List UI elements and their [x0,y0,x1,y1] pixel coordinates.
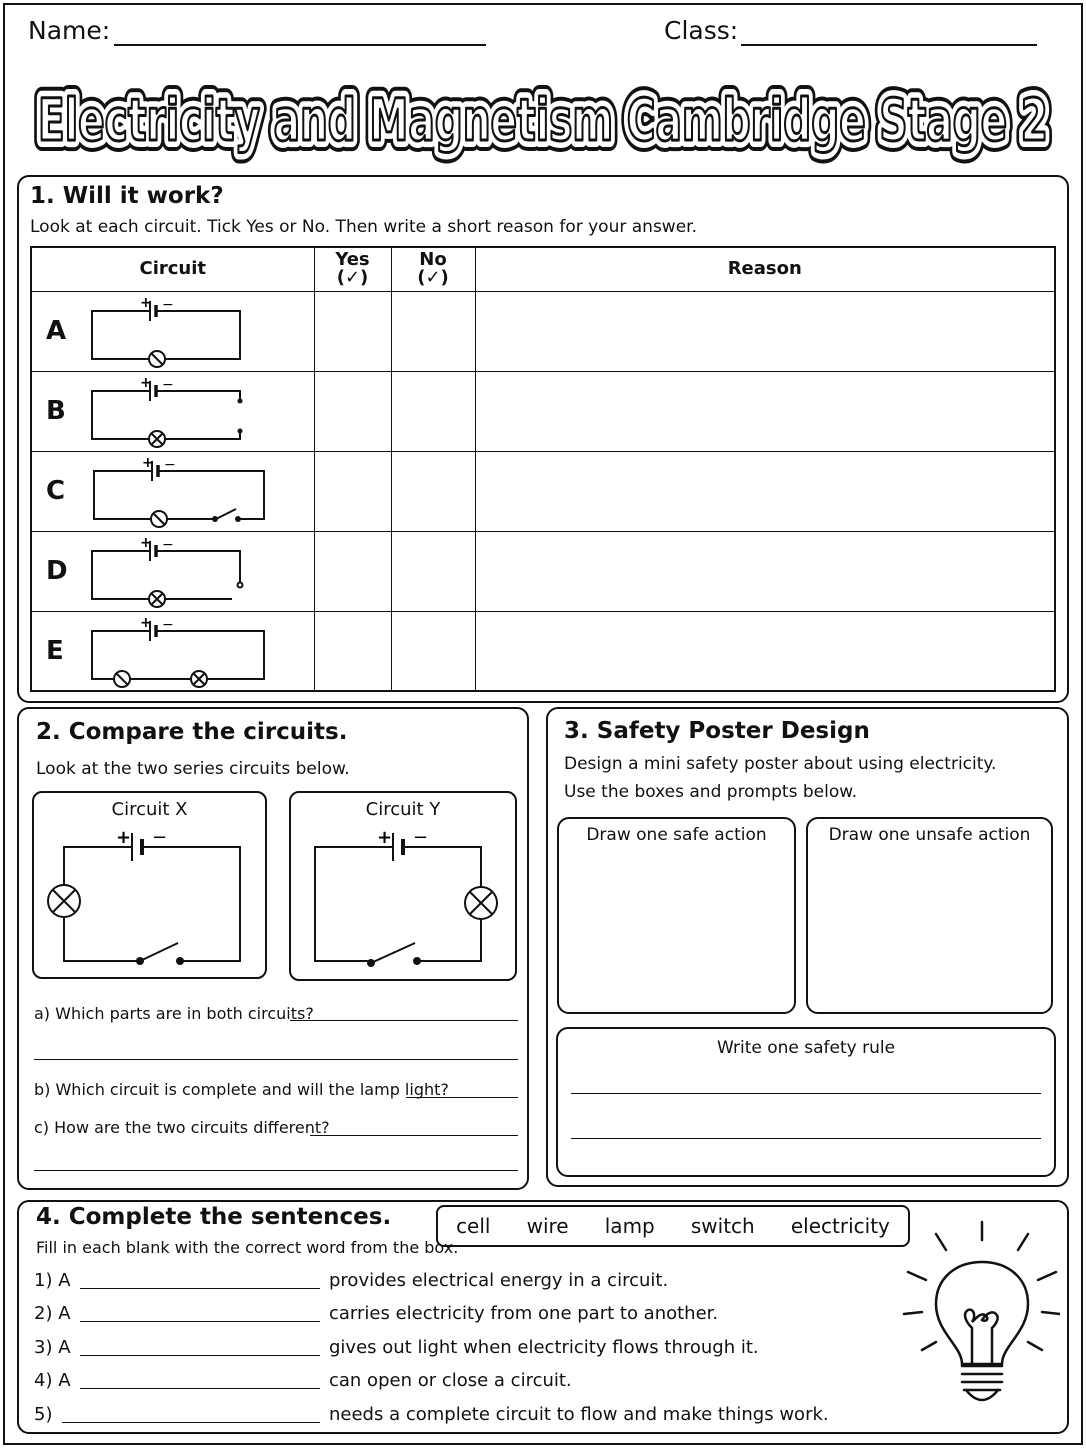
safety-rule-line-1[interactable] [571,1093,1041,1094]
plus-symbol: + [116,827,132,848]
section4-title: 4. Complete the sentences. [36,1204,392,1230]
no-cell-d[interactable] [391,531,475,611]
section1-instructions: Look at each circuit. Tick Yes or No. Then write a short reason for your answer. [30,217,697,237]
circuit-x-box [32,791,267,979]
switch-contact [136,957,144,965]
sentence-5-blank[interactable] [62,1422,320,1423]
section1-title: 1. Will it work? [30,183,224,209]
no-cell-c[interactable] [391,451,475,531]
plus-symbol: + [142,455,154,471]
safety-rule-box [556,1027,1056,1177]
row-label: B [46,396,66,426]
reason-cell-a[interactable] [475,291,1055,371]
minus-symbol: − [162,377,174,393]
name-label: Name: [28,16,111,45]
worksheet-title [20,58,1066,178]
reason-cell-c[interactable] [475,451,1055,531]
yes-cell-e[interactable] [314,611,391,691]
question-a: a) Which parts are in both circuits? [34,1004,314,1023]
table-row [31,451,1055,531]
safety-rule-line-2[interactable] [571,1138,1041,1139]
circuit-b-diagram [80,373,260,449]
sentence-5-number: 5) [34,1404,53,1425]
table-row [31,291,1055,371]
name-field[interactable] [114,44,486,46]
minus-symbol: − [162,616,174,633]
word-bank-item: electricity [790,1214,890,1238]
plus-symbol: + [140,375,152,391]
col-yes [314,247,391,291]
safe-action-box[interactable] [557,817,796,1014]
no-label: No [419,249,447,271]
word-bank [436,1205,910,1247]
row-label: E [46,635,64,666]
circuit-y-diagram [291,793,515,979]
unsafe-action-label: Draw one unsafe action [828,825,1031,845]
sentence-3-text: gives out light when electricity flows through it. [329,1337,759,1358]
sentence-1-text: provides electrical energy in a circuit. [329,1270,669,1291]
circuit-table [30,246,1056,692]
reason-cell-b[interactable] [475,371,1055,451]
open-end-dot [238,399,243,404]
circuit-x-title: Circuit X [111,799,188,820]
answer-c-line-2[interactable] [34,1170,518,1171]
word-bank-item: lamp [604,1214,655,1238]
col-reason: Reason [475,247,1055,291]
sentence-1-blank[interactable] [80,1288,320,1289]
circuit-a-diagram [80,293,260,369]
section3-title: 3. Safety Poster Design [564,718,870,744]
table-header-row [31,247,1055,291]
class-label: Class: [664,16,739,45]
sentence-3-number: 3) A [34,1337,71,1358]
table-row [31,531,1055,611]
circuit-y-box [289,791,517,981]
word-bank-item: cell [456,1214,491,1238]
section3-line2: Use the boxes and prompts below. [564,782,857,802]
minus-symbol: − [162,297,174,313]
minus-symbol: − [152,827,168,848]
yes-check-label: (✓) [336,267,369,289]
section3-line1: Design a mini safety poster about using electricity. [564,754,997,774]
sentence-4-blank[interactable] [80,1388,320,1389]
yes-cell-c[interactable] [314,451,391,531]
circuit-cell-a [31,291,314,371]
unsafe-action-box[interactable] [806,817,1053,1014]
plus-symbol: + [140,535,152,551]
sentence-4-text: can open or close a circuit. [329,1370,572,1391]
minus-symbol: − [413,827,429,848]
table-row [31,371,1055,451]
section4-instructions: Fill in each blank with the correct word from the box. [36,1238,459,1257]
no-cell-e[interactable] [391,611,475,691]
circuit-c-diagram [80,453,300,529]
sentence-5-text: needs a complete circuit to flow and make things work. [329,1404,829,1425]
question-c: c) How are the two circuits different? [34,1118,330,1137]
title-outline: Electricity and Magnetism Cambridge Stage 2 [38,86,1048,154]
sentence-4-number: 4) A [34,1370,71,1391]
reason-cell-d[interactable] [475,531,1055,611]
circuit-cell-e [31,611,314,691]
plus-symbol: + [140,614,152,631]
minus-symbol: − [164,457,176,473]
row-label: A [46,316,67,346]
title-halo: Electricity and Magnetism Cambridge Stage 2 [38,86,1048,154]
circuit-cell-b [31,371,314,451]
col-no [391,247,475,291]
yes-cell-b[interactable] [314,371,391,451]
circuit-d-diagram [80,533,260,609]
section2-instructions: Look at the two series circuits below. [36,759,350,779]
class-field[interactable] [741,44,1037,46]
switch-contact [235,516,241,522]
section2-title: 2. Compare the circuits. [36,719,348,745]
question-b: b) Which circuit is complete and will the lamp light? [34,1080,449,1099]
title-text: Electricity and Magnetism Cambridge Stage 2 [38,86,1048,154]
answer-b-line[interactable] [406,1097,518,1098]
answer-a-line-2[interactable] [34,1059,518,1060]
answer-a-line-1[interactable] [290,1020,518,1021]
word-bank-item: switch [690,1214,755,1238]
row-label: D [46,556,68,586]
plus-symbol: + [140,295,152,311]
sentence-3-blank[interactable] [80,1355,320,1356]
no-cell-b[interactable] [391,371,475,451]
open-end-dot [238,429,243,434]
minus-symbol: − [162,537,174,553]
circuit-y-title: Circuit Y [365,799,441,820]
circuit-e-diagram [80,613,300,689]
yes-cell-d[interactable] [314,531,391,611]
circuit-x-diagram [34,793,265,977]
no-check-label: (✓) [417,267,449,289]
yes-label: Yes [335,249,370,271]
switch-contact [413,957,421,965]
sentence-1-number: 1) A [34,1270,71,1291]
yes-cell-a[interactable] [314,291,391,371]
answer-c-line-1[interactable] [310,1135,518,1136]
no-cell-a[interactable] [391,291,475,371]
sentence-2-blank[interactable] [80,1321,320,1322]
safety-rule-label: Write one safety rule [716,1038,896,1058]
reason-cell-e[interactable] [475,611,1055,691]
word-bank-item: wire [526,1214,569,1238]
sentence-2-text: carries electricity from one part to another. [329,1303,719,1324]
lightbulb-icon [900,1218,1060,1418]
switch-contact [367,959,375,967]
circuit-cell-d [31,531,314,611]
row-label: C [46,476,66,506]
switch-contact [176,957,184,965]
switch-contact [212,516,218,522]
sentence-2-number: 2) A [34,1303,71,1324]
col-circuit: Circuit [31,247,314,291]
table-row [31,611,1055,691]
circuit-cell-c [31,451,314,531]
plus-symbol: + [377,827,393,848]
safe-action-label: Draw one safe action [586,825,767,845]
